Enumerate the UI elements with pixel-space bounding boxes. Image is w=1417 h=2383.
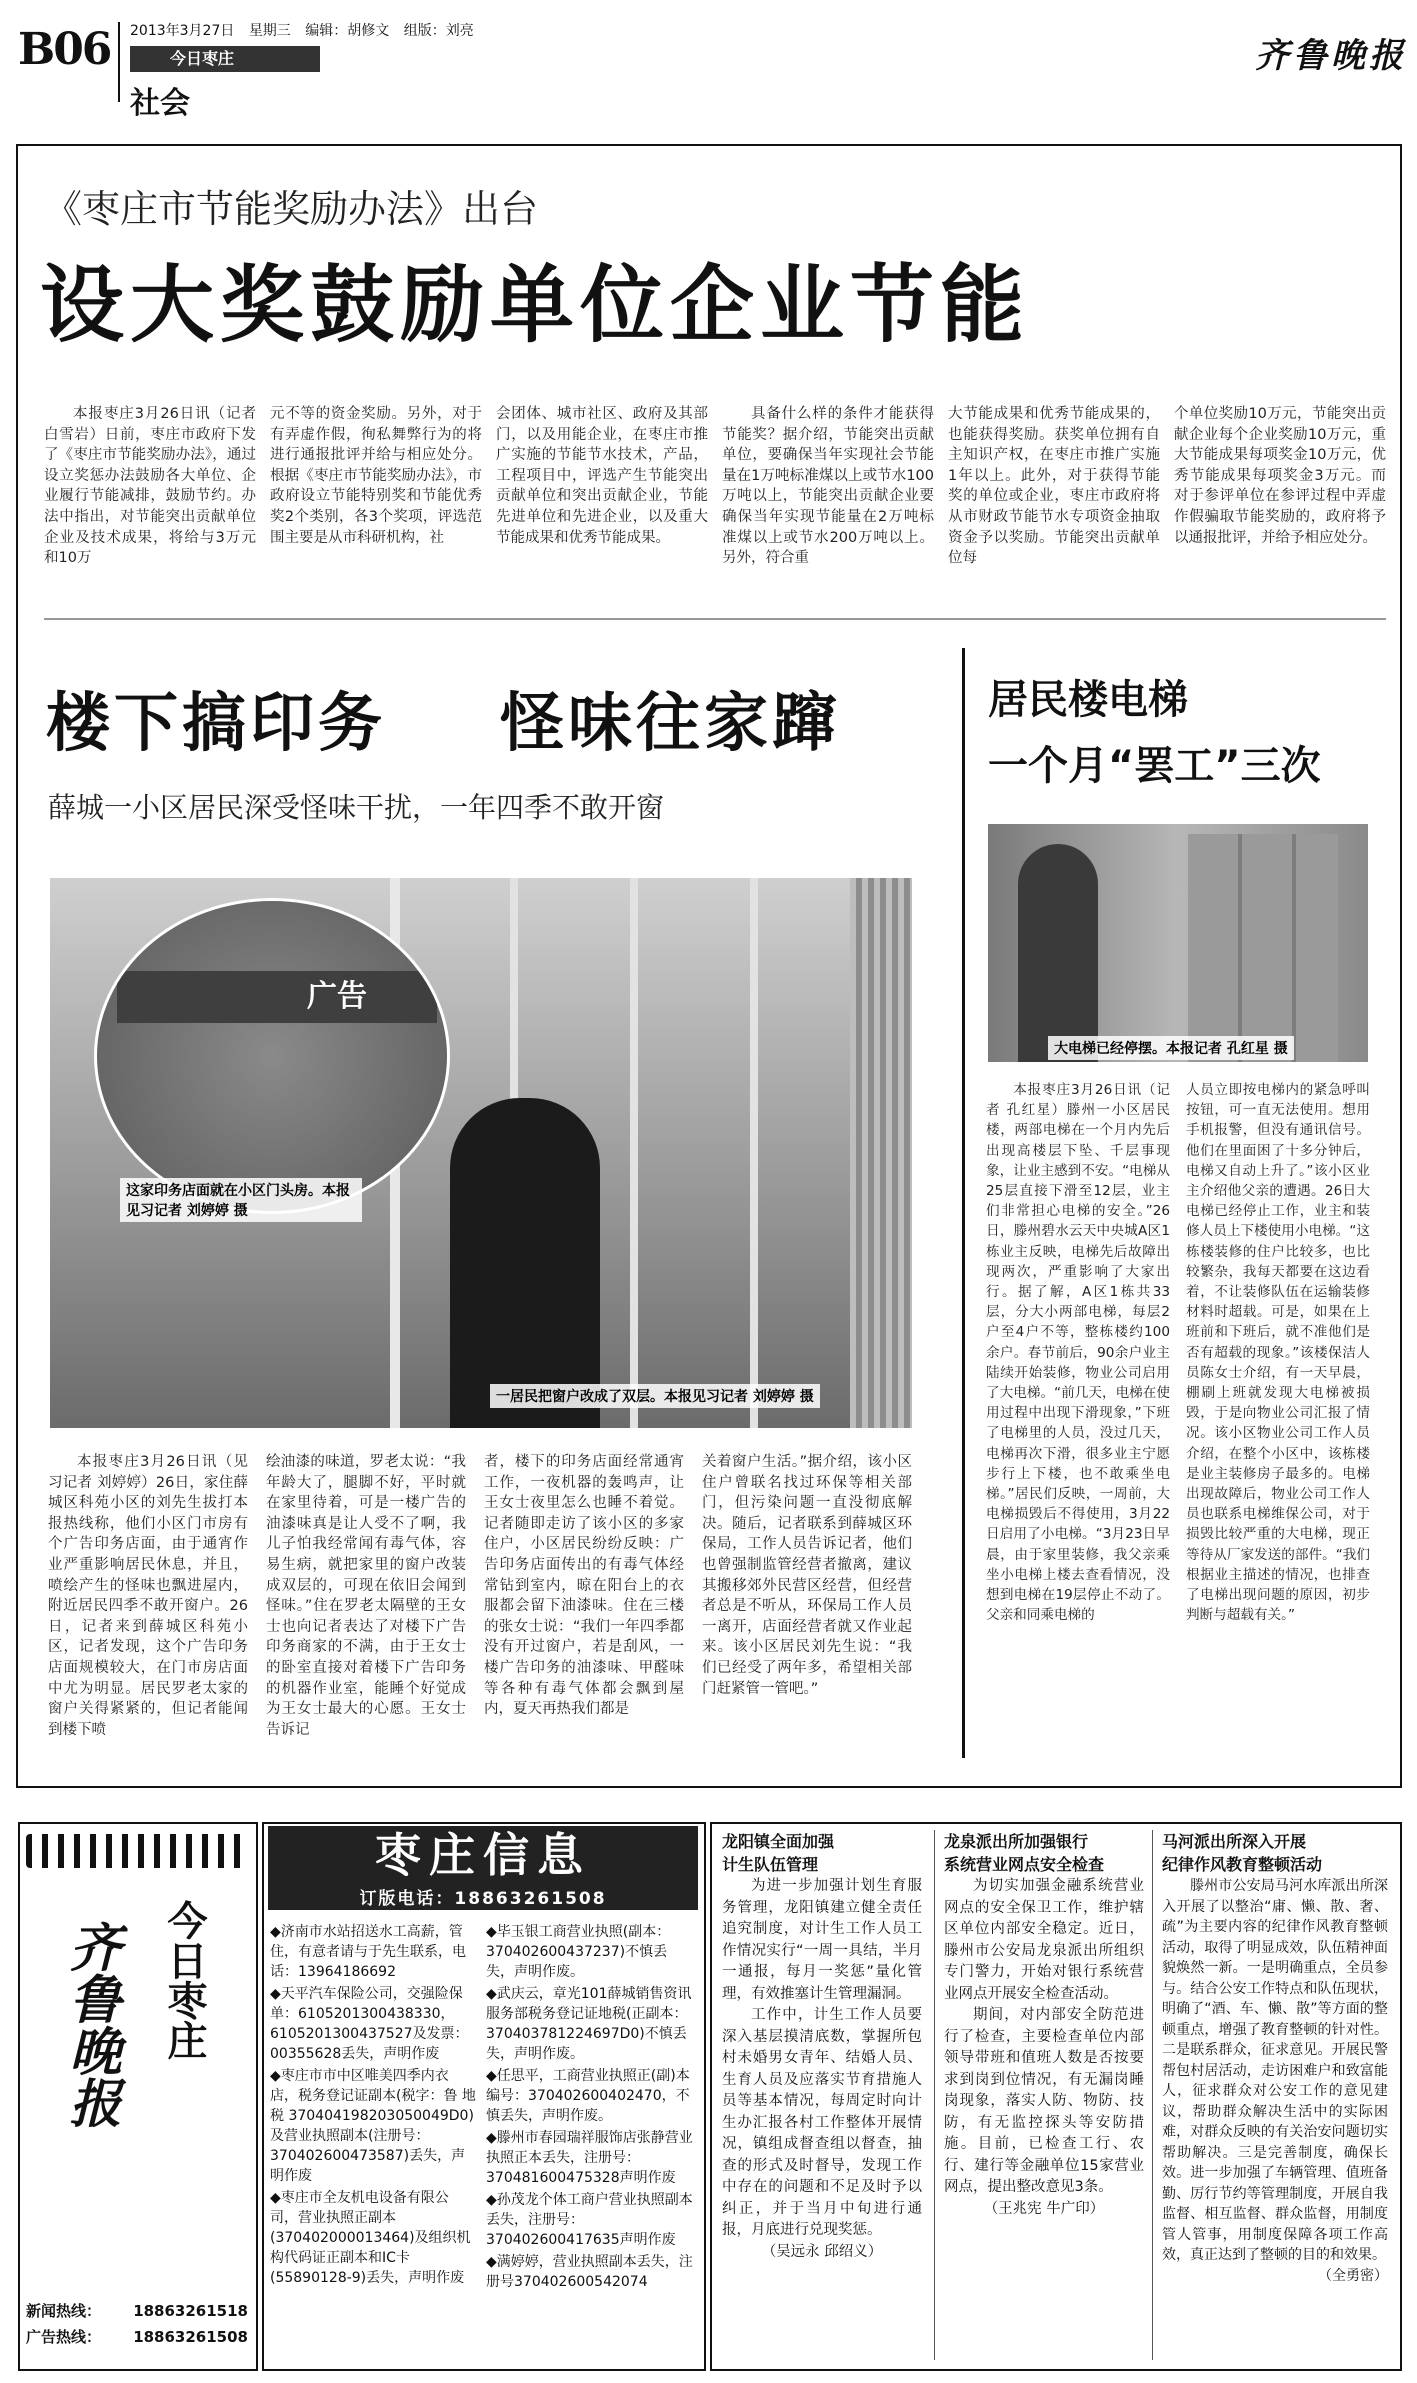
article2-text4: 关着窗户生活。”据介绍，该小区住户曾联名找过环保等相关部门，但污染问题一直没彻底解决。随后，记者联系到薛城区环保局，工作人员告诉记者，他们也曾强制监管经营者撤离，建议其搬移郊外民营区经营，但经营者总是不听从，环保局工作人员一离开，店面经营者就又作业起来。该小区居民刘先生说：“我们已经受了两年多，希望相关部门赶紧管一管吧。”	[702, 1454, 912, 1697]
article2-text2: 绘油漆的味道，罗老太说：“我年龄大了，腿脚不好，平时就在家里待着，可是一楼广告的油漆味真是让人受不了啊，我儿子怕我经常闻有毒气体，容易生病，就把家里的窗户改装成双层的，可现在依旧会闻到怪味。”住在罗老太隔壁的王女士也向记者表达了对楼下广告印务商家的不满，由于王女士的卧室直接对着楼下广告印务的机器作业室，能睡个好觉成为王女士最大的心愿。王女士告诉记	[266, 1454, 466, 1738]
notice-item: ◆孙茂龙个体工商户营业执照副本丢失，注册号：370402600417635声明作废	[486, 2192, 693, 2248]
notice-item: ◆枣庄市全友机电设备有限公司，营业执照正副本(370402000013464)及组织机构代码证正副本和IC卡(55890128-9)丢失，声明作废	[270, 2190, 471, 2286]
notice-item: ◆济南市水站招送水工高薪，管住，有意者请与于先生联系，电话：13964186692	[270, 1924, 466, 1980]
article2-subhead: 薛城一小区居民深受怪味干扰，一年四季不敢开窗	[48, 791, 665, 824]
notice-item: ◆天平汽车保险公司，交强险保单：6105201300438330，6105201300437527及发票：00355628丢失，声明作废	[270, 1986, 469, 2062]
shop-sign	[117, 971, 437, 1023]
article1-text2: 元不等的资金奖励。另外，对于有弄虚作假，徇私舞弊行为的将进行通报批评并给与相应处分。根据《枣庄市节能奖励办法》，市政府设立节能特别奖和节能优秀奖2个类别，各3个奖项，评选范围主要是从市科研机构，社	[270, 406, 482, 546]
editor: 编辑：胡修文	[305, 23, 390, 39]
brief1-byline: （吴远永 邱绍义）	[761, 2243, 883, 2260]
brief1-body-1: 为进一步加强计划生育服务管理，龙阳镇建立健全责任追究制度，对计生工作人员工作情况实行“一周一具结，半月一通报，每月一奖惩”量化管理，有效推塞计生管理漏洞。	[722, 1878, 922, 2002]
brief-divider-1	[934, 1830, 935, 2360]
ad-section-text: 今日枣庄	[161, 1900, 207, 2060]
ad-frame	[18, 1822, 258, 2371]
notice-item: ◆满婷婷，营业执照副本丢失，注册号370402600542074	[486, 2254, 693, 2290]
article1-text4: 具备什么样的条件才能获得节能奖？据介绍，节能突出贡献单位，要确保当年实现社会节能量在1万吨标准煤以上或节水100万吨以上，节能突出贡献企业要确保当年实现节能量在2万吨标准煤以上或节水200万吨以上。另外，符合重	[722, 406, 934, 567]
ad-paper-name	[60, 1920, 120, 2141]
ad-hotline: 18863261508	[133, 2328, 248, 2346]
article3-headline-1: 居民楼电梯	[988, 677, 1188, 723]
article1-text1: 本报枣庄3月26日讯（记者 白雪岩）日前，枣庄市政府下发了《枣庄市节能奖励办法》，通过设立奖惩办法鼓励各大单位、企业履行节能减排，鼓励节约。办法中指出，对节能突出贡献单位企业及技术成果，将给与3万元和10万	[44, 406, 256, 567]
brief3-title-1: 马河派出所深入开展	[1162, 1832, 1307, 1851]
brief2-title-1: 龙泉派出所加强银行	[944, 1832, 1089, 1851]
news-hotline: 18863261518	[133, 2302, 248, 2320]
article3-col1	[986, 1080, 1170, 1760]
header-divider	[118, 22, 120, 102]
brief1-title-1: 龙阳镇全面加强	[722, 1832, 835, 1851]
person-figure	[450, 1098, 600, 1428]
article1-col6	[1174, 404, 1386, 594]
notice-item: ◆枣庄市市中区唯美四季内衣店，税务登记证副本(税字：鲁 地 税 370404198203050049D0)及营业执照副本(注册号：370402600473587)丢失，声明作废	[270, 2068, 476, 2184]
article1-col4	[722, 404, 934, 594]
article2-text1: 本报枣庄3月26日讯（见习记者 刘婷婷）26日，家住薛城区科苑小区的刘先生拔打本报热线称，他们小区门市房有个广告印务店面，由于通宵作业严重影响居民休息，并且，喷绘产生的怪味也飘进屋内，附近居民四季不敢开窗户。26日，记者来到薛城区科苑小区，记者发现，这个广告印务店面规模较大，在门市房店面中尤为明显。居民罗老太家的窗户关得紧紧的，但记者能闻到楼下喷	[48, 1454, 248, 1738]
classified-banner	[268, 1826, 698, 1910]
news-hotline-label: 新闻热线：	[26, 2302, 102, 2320]
layout-editor: 组版：刘亮	[403, 23, 474, 39]
brief-divider-2	[1152, 1830, 1153, 2360]
notice-item: ◆滕州市春园瑞祥服饰店张静营业执照正本丢失，注册号：370481600475328声明作废	[486, 2130, 693, 2186]
article1-divider	[44, 618, 1386, 620]
person-figure-2	[1018, 844, 1098, 1062]
classified-col2	[486, 1922, 694, 2362]
article1-text5: 大节能成果和优秀节能成果的，也能获得奖励。获奖单位拥有自主知识产权，在枣庄市推广实施1年以上。此外，对于获得节能奖的单位或企业，枣庄市政府将从市财政节能节水专项资金抽取资金予以奖励。节能突出贡献单位每	[948, 406, 1160, 567]
article3-divider	[962, 648, 965, 1758]
masthead-logo: 齐鲁晚报	[1255, 36, 1407, 76]
ad-hotlines	[26, 2298, 248, 2350]
article2-photo	[50, 878, 912, 1428]
shop-sign-text: 广告	[307, 979, 367, 1014]
brief3-byline: （全勇密）	[1318, 2267, 1388, 2284]
ad-paper-name-text: 齐鲁晚报	[60, 1920, 121, 2128]
article1-col5	[948, 404, 1160, 594]
brief1-body-2: 工作中，计生工作人员要深入基层摸清底数，掌握所包村未婚男女青年、结婚人员、生育人员及应落实节育措施人员等基本情况，每周定时向计生办汇报各村工作整体开展情况，镇组成督查组以督查，抽查的形式及时督导，发现工作中存在的问题和不足及时予以纠正，并于当月中旬进行通报，月底进行兑现奖惩。	[722, 2007, 922, 2238]
article2-col2	[266, 1452, 466, 1762]
article2-col4	[702, 1452, 912, 1762]
inset-circle	[94, 898, 450, 1214]
brief2-title-2: 系统营业网点安全检查	[944, 1855, 1105, 1874]
article2-caption2: 一居民把窗户改成了双层。本报见习记者 刘婷婷 摄	[490, 1384, 820, 1408]
brief3-title-2: 纪律作风教育整顿活动	[1162, 1855, 1323, 1874]
brief2-body-2: 期间，对内部安全防范进行了检查，主要检查单位内部领导带班和值班人数是否按要求到岗到位情况，有无漏岗睡岗现象，落实人防、物防、技防，有无监控探头等安防措施。目前，已检查工行、农行、建行等金融单位15家营业网点，提出整改意见3条。	[944, 2007, 1144, 2195]
section-tag: 今日枣庄	[130, 46, 320, 72]
brief2	[944, 1830, 1144, 2360]
article3-photo	[988, 824, 1368, 1062]
header-info	[130, 20, 474, 40]
article1-col1	[44, 404, 256, 594]
brief3	[1162, 1830, 1388, 2360]
brief2-byline: （王兆宪 牛广印）	[983, 2200, 1105, 2217]
article2-headline-b: 怪味往家蹿	[500, 687, 840, 761]
brief1	[722, 1830, 922, 2360]
notice-item: ◆毕玉银工商营业执照(副本：370402600437237)不慎丢失，声明作废。	[486, 1924, 671, 1980]
classified-col1	[270, 1922, 476, 2362]
page-number: B06	[18, 24, 111, 75]
brief1-title-2: 计生队伍管理	[722, 1855, 819, 1874]
window-bar-3	[750, 878, 758, 1428]
issue-date: 2013年3月27日	[130, 23, 235, 39]
ad-pattern	[26, 1834, 246, 1868]
article2-col3	[484, 1452, 684, 1762]
classified-title: 枣庄信息	[375, 1828, 591, 1882]
article2-col1	[48, 1452, 248, 1762]
curtain	[850, 878, 912, 1428]
brief2-body-1: 为切实加强金融系统营业网点的安全保卫工作，维护辖区单位内部安全稳定。近日，滕州市公安局龙泉派出所组织专门警力，开始对银行系统营业网点开展安全检查活动。	[944, 1878, 1144, 2002]
article2-text3: 者，楼下的印务店面经常通宵工作，一夜机器的轰鸣声，让王女士夜里怎么也睡不着觉。记者随即走访了该小区的多家住户，小区居民纷纷反映：广告印务店面传出的有毒气体经常钻到室内，晾在阳台上的衣服都会留下油漆味。住在三楼的张女士说：“我们一年四季都没有开过窗户，若是刮风，一楼广告印务的油漆味、甲醛味等各种有毒气体都会飘到屋内，夏天再热我们都是	[484, 1454, 684, 1718]
section-name: 社会	[130, 86, 190, 121]
article1-headline: 设大奖鼓励单位企业节能	[40, 256, 1031, 354]
notice-item: ◆武庆云，章光101薛城销售资讯服务部税务登记证地税(正副本：370403781224697D0)不慎丢失，声明作废。	[486, 1986, 692, 2062]
article1-col3	[496, 404, 708, 594]
article2-headline-a: 楼下搞印务	[46, 687, 386, 761]
news-hotline-row	[26, 2298, 248, 2324]
ad-section	[160, 1900, 220, 2071]
article1-col2	[270, 404, 482, 594]
article2-caption1: 这家印务店面就在小区门头房。本报见习记者 刘婷婷 摄	[120, 1178, 362, 1222]
article1-kicker: 《枣庄市节能奖励办法》出台	[44, 187, 539, 231]
article3-headline-2: 一个月“罢工”三次	[988, 743, 1321, 789]
elevator-door	[1188, 834, 1338, 1062]
notice-item: ◆任思平，工商营业执照正(副)本编号：370402600402470，不慎丢失，声明作废。	[486, 2068, 690, 2124]
article3-caption: 大电梯已经停摆。本报记者 孔红星 摄	[1048, 1036, 1294, 1060]
classified-phone: 订版电话：18863261508	[359, 1889, 607, 1909]
article1-text3: 会团体、城市社区、政府及其部门，以及用能企业，在枣庄市推广实施的节能节水技术，产品，工程项目中，评选产生节能突出贡献单位和突出贡献企业，节能先进单位和先进企业，以及重大节能成果和优秀节能成果。	[496, 406, 708, 546]
ad-hotline-row	[26, 2324, 248, 2350]
issue-weekday: 星期三	[248, 23, 291, 39]
article3-text1: 本报枣庄3月26日讯（记者 孔红星）滕州一小区居民楼，两部电梯在一个月内先后出现高楼层下坠、千层事现象，让业主感到不安。“电梯从25层直接下滑至12层，业主们非常担心电梯的安全。”26日，滕州碧水云天中央城A区1栋业主反映，电梯先后故障出现两次，严重影响了大家出行。据了解，A区1栋共33层，分大小两部电梯，每层2户至4户不等，整栋楼约100余户。春节前后，90余户业主陆续开始装修，物业公司启用了大电梯。“前几天，电梯在使用过程中出现下滑现象，”下班了电梯里的人员，没过几天，电梯再次下滑，很多业主宁愿步行上下楼，也不敢乘坐电梯。”居民们反映，一周前，大电梯损毁后不得使用，3月22日启用了小电梯。“3月23日早晨，由于家里装修，我父亲乘坐小电梯上楼去查看情况，没想到电梯在19层停止不动了。父亲和同乘电梯的	[986, 1082, 1170, 1624]
article3-col2	[1186, 1080, 1370, 1760]
window-bar-2	[630, 878, 638, 1428]
article3-text2: 人员立即按电梯内的紧急呼叫按钮，可一直无法使用。想用手机报警，但没有通讯信号。他们在里面困了十多分钟后，电梯又自动上升了。”该小区业主介绍他父亲的遭遇。26日大电梯已经停止工作，业主和装修人员上下楼使用小电梯。“这栋楼装修的住户比较多，也比较繁杂，我每天都要在这边看着，不让装修队伍在运输装修材料时超载。可是，如果在上班前和下班后，就不准他们是否有超载的现象。”该楼保洁人员陈女士介绍，有一天早晨，棚刷上班就发现大电梯被损毁，于是向物业公司汇报了情况。该小区物业公司工作人员介绍，在整个小区中，该栋楼是业主装修房子最多的。电梯出现故障后，物业公司工作人员也联系电梯维保公司，对于损毁比较严重的大电梯，现正等待从厂家发送的部件。“我们根据业主描述的情况，也排查了电梯出现问题的原因，初步判断与超载有关。”	[1186, 1082, 1370, 1624]
article1-text6: 个单位奖励10万元，节能突出贡献企业每个企业奖励10万元，重大节能成果每项奖金10万元，优秀节能成果每项奖金3万元。而对于参评单位在参评过程中弄虚作假骗取节能奖励的，政府将予以通报批评，并给予相应处分。	[1174, 406, 1386, 546]
brief3-body-1: 滕州市公安局马河水库派出所深入开展了以整治“庸、懒、散、奢、疏”为主要内容的纪律作风教育整顿活动，取得了明显成效，队伍精神面貌焕然一新。一是明确重点，全员参与。结合公安工作特点和队伍现状，明确了“酒、车、懒、散”等方面的整顿重点，增强了教育整顿的针对性。二是联系群众，征求意见。开展民警帮包村居活动，走访困难户和致富能人，征求群众对公安工作的意见建议，帮助群众解决生活中的实际困难，对群众反映的有关治安问题切实帮助解决。三是完善制度，确保长效。进一步加强了车辆管理、值班备勤、厉行节约等管理制度，开展自我监督、相互监督、群众监督，用制度管人管事，用制度保障各项工作高效，真正达到了整顿的目的和效果。	[1162, 1878, 1388, 2263]
ad-hotline-label: 广告热线：	[26, 2328, 102, 2346]
